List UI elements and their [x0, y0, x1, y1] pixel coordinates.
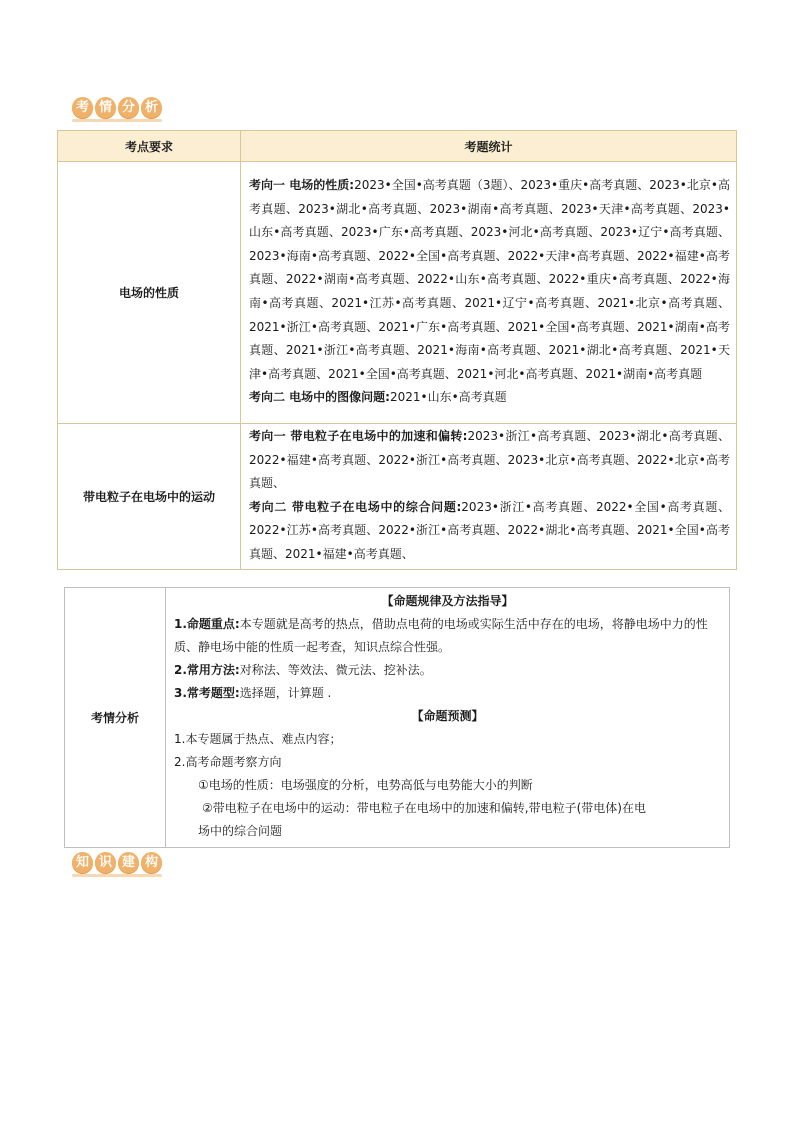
topic-cell: 带电粒子在电场中的运动: [58, 424, 241, 570]
direction-label: 考向一 电场的性质:: [249, 178, 355, 193]
exam-analysis-table: [64, 587, 730, 848]
section-heading: 【命题预测】: [411, 709, 484, 723]
paragraph-label: 1.命题重点:: [174, 617, 240, 631]
direction-block: [249, 386, 730, 410]
table-row: [65, 588, 730, 848]
badge-char: 分: [118, 97, 139, 118]
exam-statistics-table: [57, 130, 737, 570]
paragraph: 场中的综合问题: [198, 824, 283, 838]
analysis-label-cell: 考情分析: [65, 588, 166, 848]
badge-char: 考: [72, 97, 93, 118]
direction-block: [249, 496, 730, 567]
header-requirement: 考点要求: [58, 131, 241, 162]
direction-label: 考向二 带电粒子在电场中的综合问题:: [249, 499, 462, 514]
paragraph: [174, 613, 721, 659]
badge-underline: [72, 119, 162, 122]
paragraph-label: 2.常用方法:: [174, 663, 240, 677]
paragraph: [174, 659, 721, 682]
stats-cell: [241, 424, 737, 570]
direction-label: 考向二 电场中的图像问题:: [249, 390, 390, 405]
paragraph: ②带电粒子在电场中的运动：带电粒子在电场中的加速和偏转,带电粒子(带电体)在电: [202, 801, 646, 815]
table-row: [58, 162, 737, 424]
badge-char: 情: [95, 97, 116, 118]
header-statistics: 考题统计: [241, 131, 737, 162]
section-badge-kaoqing: [72, 96, 162, 118]
badge-char: 析: [141, 97, 162, 118]
badge-underline: [72, 874, 162, 877]
paragraph-text: 本专题就是高考的热点，借助点电荷的电场或实际生活中存在的电场，将静电场中力的性质、静电场中能的性质一起考查，知识点综合性强。: [174, 617, 708, 654]
badge-char: 识: [95, 852, 116, 873]
direction-block: [249, 425, 730, 496]
direction-text: 2023•全国•高考真题（3题）、2023•重庆•高考真题、2023•北京•高考真题、2023•湖北•高考真题、2023•湖南•高考真题、2023•天津•高考真题、2023•山东•高考真题、2023•广东•高考真题、2023•河北•高考真题、2023•辽宁•高考真题、2023•海南•高考真题、2022•全国•高考真题、2022•天津•高考真题、2022•福建•高考真题、2022•湖南•高考真题、2022•山东•高考真题、2022•重庆•高考真题、2022•海南•高考真题、2021•江苏•高考真题、2021•辽宁•高考真题、2021•北京•高考真题、2021•浙江•高考真题、2021•广东•高考真题、2021•全国•高考真题、2021•湖南•高考真题、2021•浙江•高考真题、2021•海南•高考真题、2021•湖北•高考真题、2021•天津•高考真题、2021•全国•高考真题、2021•河北•高考真题、2021•湖南•高考真题: [249, 178, 730, 381]
paragraph-label: 3.常考题型:: [174, 686, 240, 700]
paragraph: [174, 682, 721, 705]
paragraph: 2.高考命题考察方向: [174, 755, 282, 769]
paragraph-text: 选择题，计算题 .: [239, 686, 332, 700]
table-header-row: [58, 131, 737, 162]
direction-label: 考向一 带电粒子在电场中的加速和偏转:: [249, 429, 468, 443]
direction-text: 2023•浙江•高考真题、2022•全国•高考真题、2022•江苏•高考真题、2022•浙江•高考真题、2022•湖北•高考真题、2021•全国•高考真题、2021•福建•高考真题、: [249, 499, 730, 561]
stats-cell: [241, 162, 737, 424]
section-heading: 【命题规律及方法指导】: [381, 594, 514, 608]
badge-char: 知: [72, 852, 93, 873]
badge-char: 建: [118, 852, 139, 873]
topic-cell: 电场的性质: [58, 162, 241, 424]
badge-char: 构: [141, 852, 162, 873]
paragraph: 1.本专题属于热点、难点内容；: [174, 732, 342, 746]
paragraph: ①电场的性质：电场强度的分析，电势高低与电势能大小的判断: [198, 778, 533, 792]
analysis-content-cell: [166, 588, 730, 848]
paragraph-text: 对称法、等效法、微元法、挖补法。: [239, 663, 432, 677]
direction-block: [249, 174, 730, 386]
direction-text: 2023•浙江•高考真题、2023•湖北•高考真题、2022•福建•高考真题、2022•浙江•高考真题、2023•北京•高考真题、2022•北京•高考真题、: [249, 429, 730, 491]
direction-text: 2021•山东•高考真题: [389, 390, 507, 405]
table-row: [58, 424, 737, 570]
section-badge-zhishi: [72, 851, 162, 873]
